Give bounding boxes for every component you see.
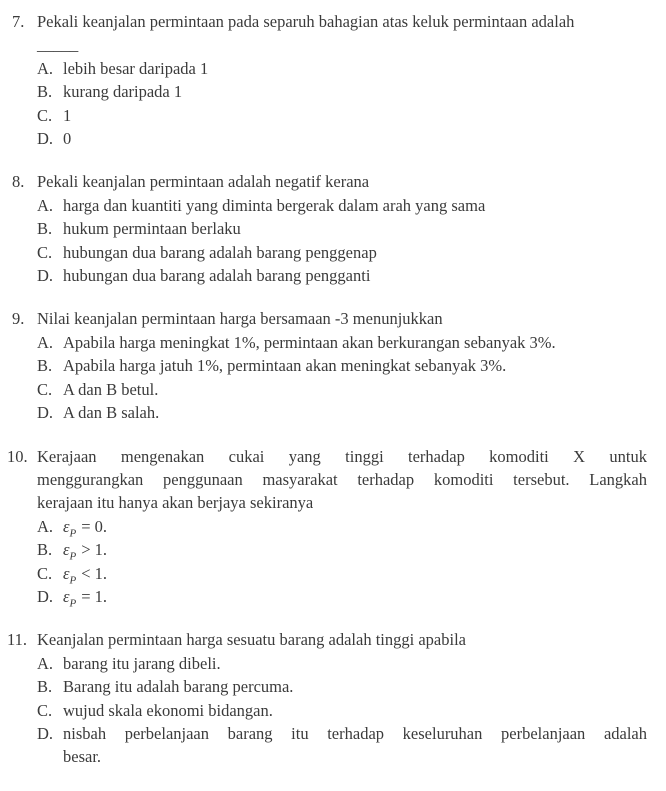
epsilon-symbol: ε: [63, 586, 70, 606]
epsilon-subscript: P: [69, 527, 77, 540]
option-letter: B.: [37, 540, 53, 560]
question-number: 8.: [12, 172, 25, 192]
option-8d: [37, 264, 647, 287]
question-text-line: kerajaan itu hanya akan berjaya sekiranya: [37, 493, 314, 513]
option-math: [63, 585, 647, 608]
option-letter: A.: [37, 332, 54, 352]
option-9c: [37, 378, 647, 401]
answer-blank: _____: [37, 35, 79, 55]
option-text: kurang daripada 1: [63, 82, 183, 102]
math-expression: = 0.: [81, 516, 108, 536]
option-letter: D.: [37, 129, 54, 149]
epsilon-subscript: P: [69, 550, 77, 563]
option-9a: [37, 331, 647, 354]
option-letter: B.: [37, 677, 53, 697]
option-text: A dan B salah.: [63, 403, 160, 423]
option-text: A dan B betul.: [63, 379, 159, 399]
option-text: hubungan dua barang adalah barang penggenap: [63, 242, 377, 262]
option-text-line: nisbah perbelanjaan barang itu terhadap keseluruhan perbelanjaan adalah: [63, 723, 647, 743]
option-text: hubungan dua barang adalah barang pengganti: [63, 266, 371, 286]
question-11: [0, 628, 647, 768]
question-text-line: Kerajaan mengenakan cukai yang tinggi terhadap komoditi X untuk: [37, 446, 647, 466]
epsilon-symbol: ε: [63, 540, 70, 560]
option-7c: [37, 104, 647, 127]
option-letter: B.: [37, 219, 53, 239]
option-text: lebih besar daripada 1: [63, 58, 209, 78]
option-math: [63, 562, 647, 585]
option-text: Barang itu adalah barang percuma.: [63, 677, 294, 697]
option-letter: D.: [37, 586, 54, 606]
math-expression: > 1.: [81, 540, 108, 560]
option-math: [63, 515, 647, 538]
option-text: Apabila harga meningkat 1%, permintaan akan berkurangan sebanyak 3%.: [63, 332, 556, 352]
question-8: [0, 170, 647, 287]
option-11b: [37, 675, 647, 698]
question-number: 11.: [7, 630, 28, 650]
epsilon-subscript: P: [69, 597, 77, 610]
option-text: hukum permintaan berlaku: [63, 219, 241, 239]
question-number: 10.: [7, 446, 28, 466]
option-11c: [37, 699, 647, 722]
option-text-multiline: [63, 722, 647, 769]
math-expression: = 1.: [81, 586, 108, 606]
option-11a: [37, 652, 647, 675]
option-letter: A.: [37, 58, 54, 78]
epsilon-symbol: ε: [63, 563, 70, 583]
question-number: 9.: [12, 309, 25, 329]
math-expression: < 1.: [81, 563, 108, 583]
option-text: 1: [63, 105, 72, 125]
option-text: 0: [63, 129, 72, 149]
option-11d: [37, 722, 647, 769]
option-text-line: besar.: [63, 747, 102, 767]
question-10: [0, 445, 647, 609]
option-10b: [37, 538, 647, 561]
option-10c: [37, 562, 647, 585]
option-9d: [37, 401, 647, 424]
option-7d: [37, 127, 647, 150]
option-8a: [37, 194, 647, 217]
question-9: [0, 307, 647, 424]
option-letter: C.: [37, 105, 53, 125]
option-letter: D.: [37, 266, 54, 286]
epsilon-symbol: ε: [63, 516, 70, 536]
option-letter: B.: [37, 356, 53, 376]
option-letter: C.: [37, 563, 53, 583]
option-letter: A.: [37, 195, 54, 215]
option-letter: D.: [37, 723, 54, 743]
option-letter: C.: [37, 379, 53, 399]
question-text: Nilai keanjalan permintaan harga bersamaan -3 menunjukkan: [37, 309, 443, 329]
question-text: Pekali keanjalan permintaan adalah negatif kerana: [37, 172, 370, 192]
option-letter: A.: [37, 516, 54, 536]
option-letter: C.: [37, 700, 53, 720]
option-7a: [37, 57, 647, 80]
option-9b: [37, 354, 647, 377]
option-8c: [37, 241, 647, 264]
option-math: [63, 538, 647, 561]
option-text: harga dan kuantiti yang diminta bergerak dalam arah yang sama: [63, 195, 486, 215]
option-text: Apabila harga jatuh 1%, permintaan akan meningkat sebanyak 3%.: [63, 356, 507, 376]
option-10a: [37, 515, 647, 538]
question-number: 7.: [12, 12, 25, 31]
question-text: Keanjalan permintaan harga sesuatu barang adalah tinggi apabila: [37, 630, 466, 650]
option-letter: B.: [37, 82, 53, 102]
option-letter: A.: [37, 653, 54, 673]
option-8b: [37, 217, 647, 240]
option-letter: C.: [37, 242, 53, 262]
question-text: Pekali keanjalan permintaan pada separuh bahagian atas keluk permintaan adalah: [37, 12, 575, 31]
epsilon-subscript: P: [69, 573, 77, 586]
option-text: wujud skala ekonomi bidangan.: [63, 700, 273, 720]
question-7: [0, 10, 647, 150]
option-10d: [37, 585, 647, 608]
question-text-line: menggurangkan penggunaan masyarakat terhadap komoditi tersebut. Langkah: [37, 469, 647, 489]
option-text: barang itu jarang dibeli.: [63, 653, 221, 673]
option-letter: D.: [37, 403, 54, 423]
option-7b: [37, 80, 647, 103]
